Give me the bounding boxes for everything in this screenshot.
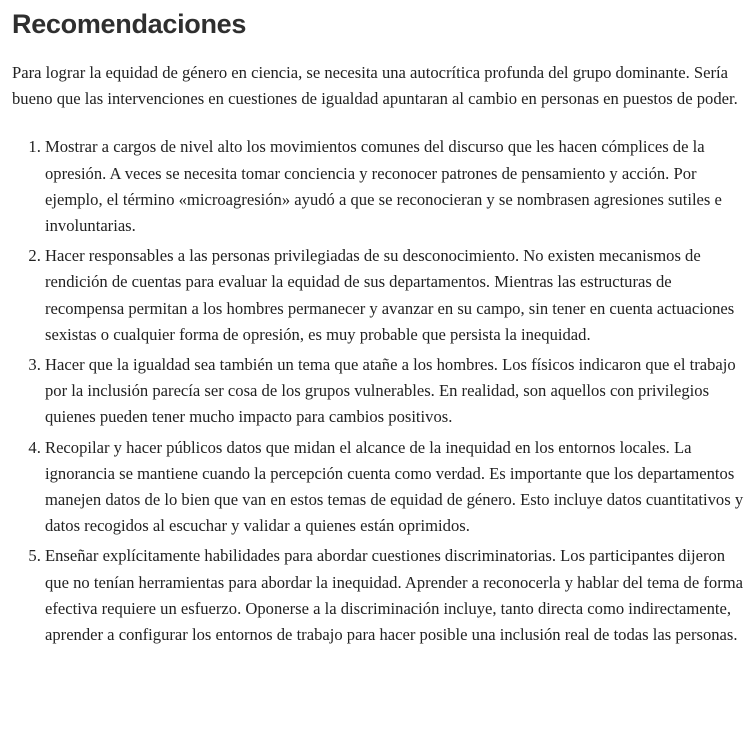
section-heading: Recomendaciones bbox=[12, 9, 247, 39]
list-item: 1. Mostrar a cargos de nivel alto los movimientos comunes del discurso que les hacen cómplices de la opresión. A veces se necesita tomar conciencia y reconocer patrones de pensamiento y acción. Por ejemplo, el término «microagresión» ayudó a que se reconocieran y se nombrasen agresiones sutiles e involuntarias. bbox=[45, 134, 747, 239]
recommendations-list bbox=[12, 134, 747, 648]
list-item: 2. Hacer responsables a las personas privilegiadas de su desconocimiento. No existen mecanismos de rendición de cuentas para evaluar la equidad de sus departamentos. Mientras las estructuras de recompensa permitan a los hombres permanecer y avanzar en su campo, sin tener en cuenta actuaciones sexistas o cualquier forma de opresión, es muy probable que persista la inequidad. bbox=[45, 243, 747, 348]
list-item: 5. Enseñar explícitamente habilidades para abordar cuestiones discriminatorias. Los participantes dijeron que no tenían herramientas para abordar la inequidad. Aprender a reconocerla y hablar del tema de forma efectiva requiere un esfuerzo. Oponerse a la discriminación incluye, tanto directa como indirectamente, aprender a configurar los entornos de trabajo para hacer posible una inclusión real de todas las personas. bbox=[45, 543, 747, 648]
intro-paragraph: Para lograr la equidad de género en ciencia, se necesita una autocrítica profunda del grupo dominante. Sería bueno que las intervenciones en cuestiones de igualdad apuntaran al cambio en personas en puestos de poder. bbox=[12, 63, 738, 109]
list-item: 3. Hacer que la igualdad sea también un tema que atañe a los hombres. Los físicos indicaron que el trabajo por la inclusión parecía ser cosa de los grupos vulnerables. En realidad, son aquellos con privilegios quienes pueden tener mucho impacto para cambios positivos. bbox=[45, 352, 747, 431]
list-item: 4. Recopilar y hacer públicos datos que midan el alcance de la inequidad en los entornos locales. La ignorancia se mantiene cuando la percepción cuenta como verdad. Es importante que los departamentos manejen datos de lo bien que van en estos temas de equidad de género. Esto incluye datos cuantitativos y datos recogidos al escuchar y validar a quienes están oprimidos. bbox=[45, 435, 747, 540]
